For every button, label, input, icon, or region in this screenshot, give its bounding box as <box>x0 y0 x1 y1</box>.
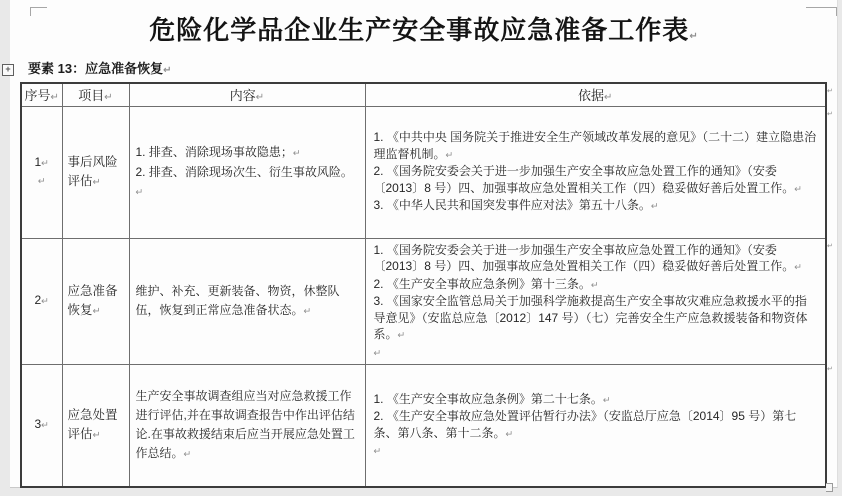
header-seq: 序号↵ <box>21 83 62 106</box>
after-table-mark-icon <box>826 483 833 492</box>
seq-cell: 3↵ <box>21 365 62 487</box>
table-row <box>21 365 826 487</box>
header-item: 项目↵ <box>62 83 129 106</box>
item-cell: 事后风险评估↵ <box>62 106 129 238</box>
page-title <box>10 10 837 47</box>
emergency-preparedness-table <box>20 82 827 488</box>
row-end-paragraph-mark-icon: ↵ <box>827 366 833 373</box>
content-cell: 生产安全事故调查组应当对应急救援工作进行评估,并在事故调查报告中作出评估结论.在事故救援结束后应当开展应急处置工作总结。↵ <box>129 365 365 487</box>
row-end-paragraph-mark-icon: ↵ <box>827 243 833 250</box>
row-end-paragraph-mark-icon: ↵ <box>827 88 833 95</box>
page-title-text: 危险化学品企业生产安全事故应急准备工作表 <box>149 15 690 45</box>
table-row <box>21 238 826 365</box>
item-cell: 应急处置评估↵ <box>62 365 129 487</box>
row-end-paragraph-mark-icon: ↵ <box>827 111 833 118</box>
paragraph-mark-icon: ↵ <box>689 31 698 42</box>
basis-cell: 1. 《中共中央 国务院关于推进安全生产领域改革发展的意见》（二十二）建立隐患治理监督机制。↵ 2. 《国务院安委会关于进一步加强生产安全事故应急处置工作的通知》（安委〔2013〕8 号）四、加强事故应急处置相关工作（四）稳妥做好善后处置工作。↵ 3. 《中华人民共和国突发事件应对法》第五十八条。↵ <box>365 106 826 238</box>
table-header-row <box>21 83 826 106</box>
seq-cell: 2↵ <box>21 238 62 365</box>
section-label: 要素 13：应急准备恢复↵ <box>28 61 172 76</box>
basis-cell: 1. 《生产安全事故应急条例》第二十七条。↵ 2. 《生产安全事故应急处置评估暂行办法》（安监总厅应急〔2014〕95 号）第七条、第八条、第十二条。↵ ↵ <box>365 365 826 487</box>
seq-cell: 1↵ ↵ <box>21 106 62 238</box>
basis-cell: 1. 《国务院安委会关于进一步加强生产安全事故应急处置工作的通知》（安委〔2013〕8 号）四、加强事故应急处置相关工作（四）稳妥做好善后处置工作。↵ 2. 《生产安全事故应急条例》第十三条。↵ 3. 《国家安全监管总局关于加强科学施救提高生产安全事故灾难应急救援水平的指导意见》（安监总应急〔2012〕147 号）（七）完善安全生产应急救援装备和物资体系。↵ ↵ <box>365 238 826 365</box>
content-cell: 1. 排查、消除现场事故隐患；↵ 2. 排查、消除现场次生、衍生事故风险。↵ <box>129 106 365 238</box>
table-move-handle-icon: + <box>2 64 14 76</box>
content-cell: 维护、补充、更新装备、物资，休整队伍，恢复到正常应急准备状态。↵ <box>129 238 365 365</box>
header-content: 内容↵ <box>129 83 365 106</box>
item-cell: 应急准备恢复↵ <box>62 238 129 365</box>
table-row <box>21 106 826 238</box>
header-basis: 依据↵ <box>365 83 826 106</box>
